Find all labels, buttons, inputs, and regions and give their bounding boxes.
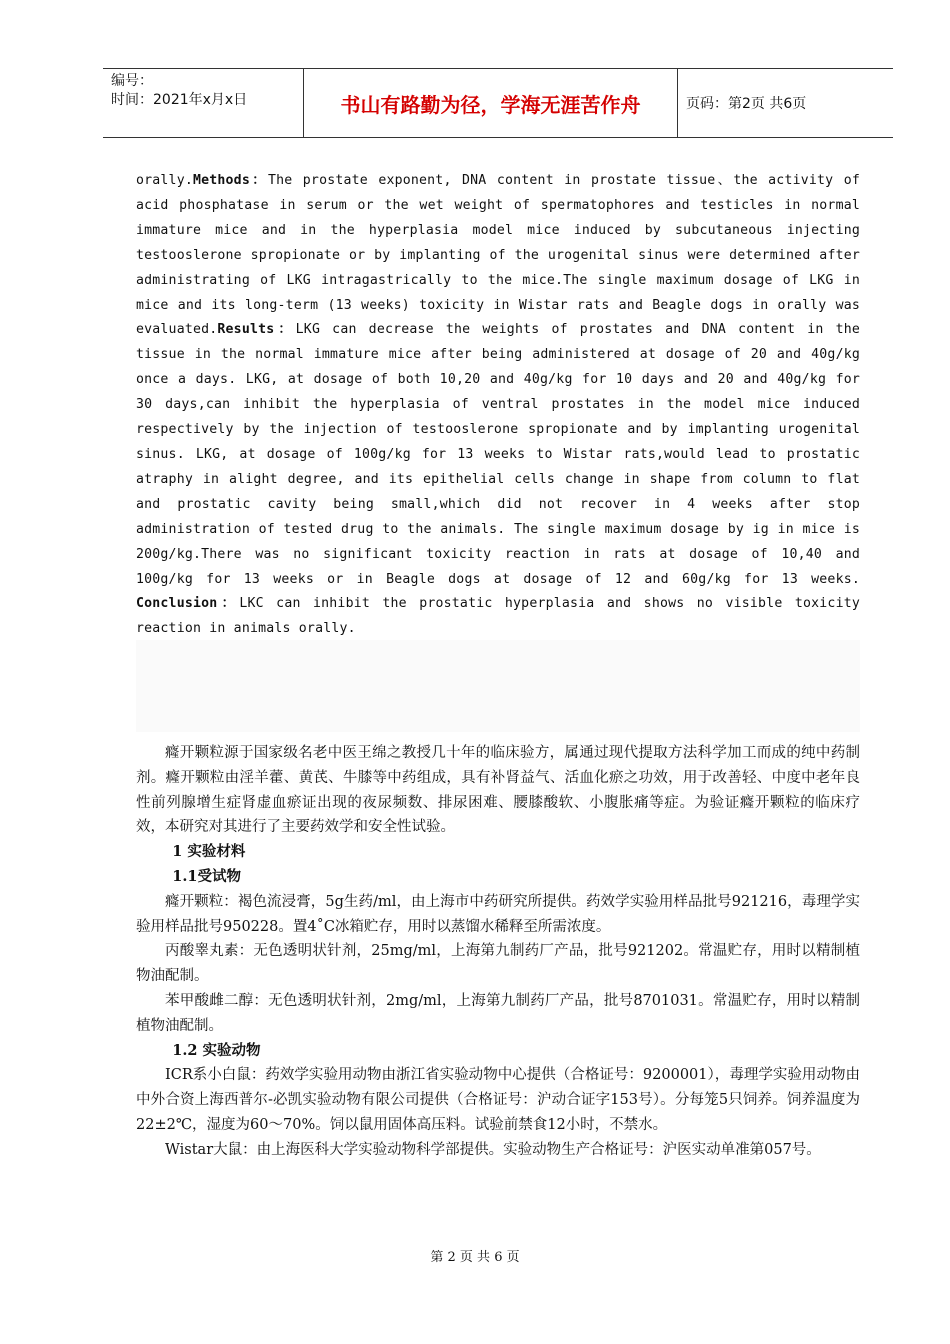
time-label: 时间：2021年x月x日 xyxy=(111,92,248,108)
methods-text: The prostate exponent, DNA content in prostate tissue、the activity of acid phosphatase in serum or the wet weight of spermatophores and testicles in normal immature mice and in the hyperplasia model mice induced by subcutaneous injecting testooslerone spropionate or by implanting of the urogenital sinus were determined after administrating of LKG intragastrically to the mice.The single maximum dosage of LKG in mice and its long-term (13 weeks) toxicity in Wistar rats and Beagle dogs in orally was evaluated. xyxy=(136,173,860,338)
drug-paragraph: 癃开颗粒：褐色流浸膏，5g生药/ml，由上海市中药研究所提供。药效学实验用样品批号921216，毒理学实验用样品批号950228。置4˚C冰箱贮存，用时以蒸馏水稀释至所需浓度。 xyxy=(136,893,860,935)
english-abstract xyxy=(136,169,860,642)
results-text: LKG can decrease the weights of prostates and DNA content in the tissue in the normal immature mice after being administered at dosage of 20 and 40g/kg once a days. LKG, at dosage of both 10,20 and 40g/kg for 10 days and 20 and 40g/kg for 30 days,can inhibit the hyperplasia of ventral prostates in the model mice induced respectively by the injection of testooslerone spropionate and by implanting urogenital sinus. LKG, at dosage of 100g/kg for 13 weeks to Wistar rats,would lead to prostatic atraphy in alight degree, and its epithelial cells change in shape from column to flat and prostatic cavity being small,which did not recover in 4 weeks after stop administration of tested drug to the animals. The single maximum dosage by ig in mice is 200g/kg.There was no significant toxicity reaction in rats at dosage of 10,40 and 100g/kg for 13 weeks or in Beagle dogs at dosage of 12 and 60g/kg for 13 weeks. xyxy=(136,322,860,587)
intro-paragraph: 癃开颗粒源于国家级名老中医王绵之教授几十年的临床验方，属通过现代提取方法科学加工而成的纯中药制剂。癃开颗粒由淫羊藿、黄芪、牛膝等中药组成，具有补肾益气、活血化瘀之功效，用于改善轻、中度中老年良性前列腺增生症肾虚血瘀证出现的夜尿频数、排尿困难、腰膝酸软、小腹胀痛等症。为验证癃开颗粒的临床疗效，本研究对其进行了主要药效学和安全性试验。 xyxy=(136,745,860,836)
abstract-lead: orally. xyxy=(136,173,193,188)
number-label: 编号： xyxy=(111,73,153,89)
header-meta xyxy=(103,69,304,137)
drug-paragraph: 丙酸睾丸素：无色透明状针剂，25mg/ml，上海第九制药厂产品，批号921202。常温贮存，用时以精制植物油配制。 xyxy=(136,943,860,985)
page-footer: 第 2 页 共 6 页 xyxy=(430,1250,520,1265)
subsection-heading: 1.1受试物 xyxy=(172,867,241,885)
page-header xyxy=(103,68,893,138)
animal-paragraph: Wistar大鼠：由上海医科大学实验动物科学部提供。实验动物生产合格证号：沪医实动单准第057号。 xyxy=(165,1141,821,1158)
header-motto: 书山有路勤为径，学海无涯苦作舟 xyxy=(304,69,678,137)
animal-paragraph: ICR系小白鼠：药效学实验用动物由浙江省实验动物中心提供（合格证号：9200001），毒理学实验用动物由中外合资上海西普尔-必凯实验动物有限公司提供（合格证号：沪动合证字153号）。分每笼5只饲养。饲养温度为22±2℃，湿度为60～70%。饲以鼠用固体高压料。试验前禁食12小时，不禁水。 xyxy=(136,1067,860,1133)
subsection-heading: 1.2 实验动物 xyxy=(172,1041,261,1059)
section-heading: 1 实验材料 xyxy=(172,843,246,861)
blank-area xyxy=(136,640,860,732)
drug-paragraph: 苯甲酸雌二醇：无色透明状针剂，2mg/ml，上海第九制药厂产品，批号8701031。常温贮存，用时以精制植物油配制。 xyxy=(136,992,860,1034)
methods-label: Methods： xyxy=(192,173,268,188)
conclusion-text: LKC can inhibit the prostatic hyperplasia and shows no visible toxicity reaction in animals orally. xyxy=(136,596,860,637)
chinese-body xyxy=(136,741,860,1163)
conclusion-label: Conclusion： xyxy=(136,596,240,612)
header-page-info: 页码：第2页 共6页 xyxy=(686,96,807,112)
results-label: Results： xyxy=(217,322,296,338)
